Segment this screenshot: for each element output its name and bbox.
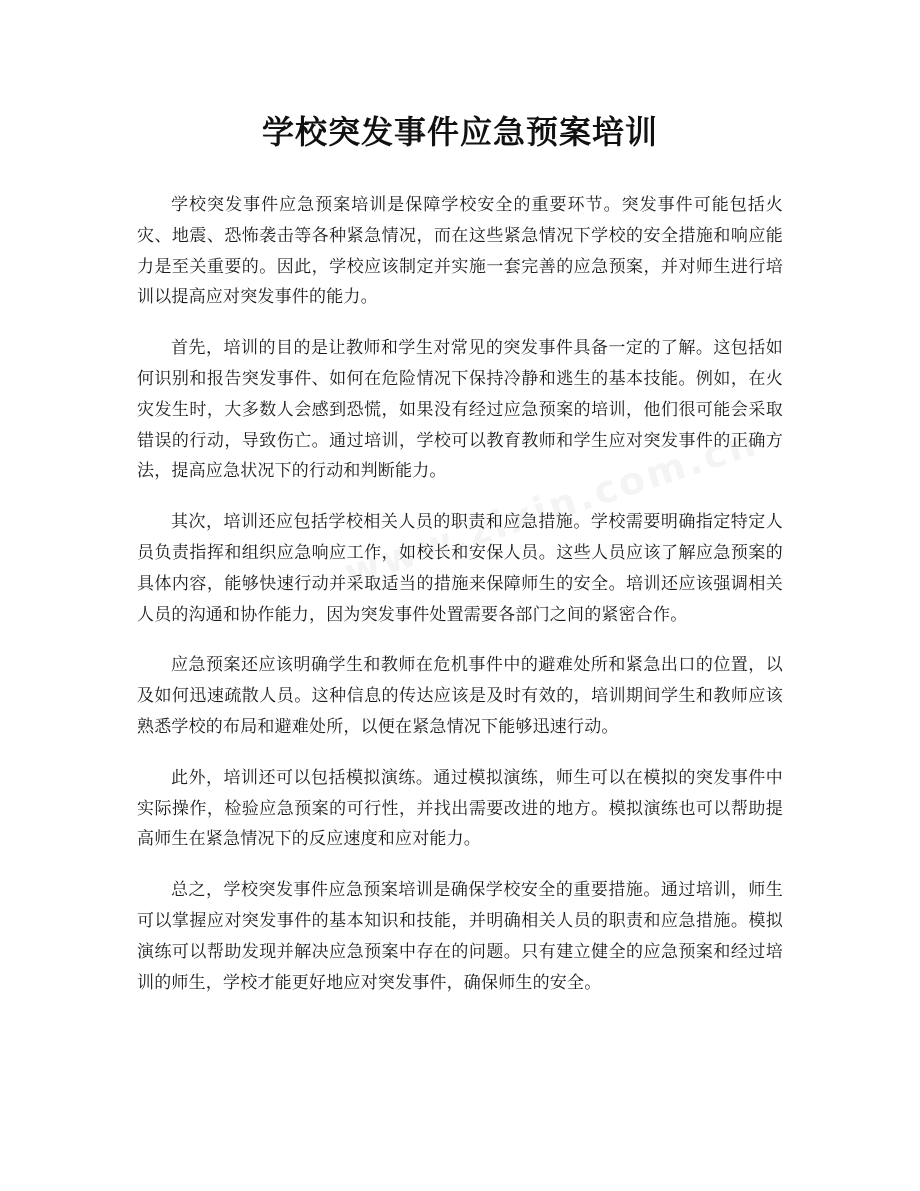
- paragraph-training-purpose: 首先，培训的目的是让教师和学生对常见的突发事件具备一定的了解。这包括如何识别和报告突发事件、如何在危险情况下保持冷静和逃生的基本技能。例如，在火灾发生时，大多数人会感到恐慌，如果没有经过应急预案的培训，他们很可能会采取错误的行动，导致伤亡。通过培训，学校可以教育教师和学生应对突发事件的正确方法，提高应急状况下的行动和判断能力。: [137, 338, 783, 482]
- paragraph-drills: 此外，培训还可以包括模拟演练。通过模拟演练，师生可以在模拟的突发事件中实际操作，检验应急预案的可行性，并找出需要改进的地方。模拟演练也可以帮助提高师生在紧急情况下的反应速度和应对能力。: [137, 767, 783, 850]
- paragraph-staff-duties: 其次，培训还应包括学校相关人员的职责和应急措施。学校需要明确指定特定人员负责指挥和组织应急响应工作，如校长和安保人员。这些人员应该了解应急预案的具体内容，能够快速行动并采取适当的措施来保障师生的安全。培训还应该强调相关人员的沟通和协作能力，因为突发事件处置需要各部门之间的紧密合作。: [137, 512, 783, 625]
- document-title: 学校突发事件应急预案培训: [261, 113, 658, 151]
- paragraph-evacuation: 应急预案还应该明确学生和教师在危机事件中的避难处所和紧急出口的位置，以及如何迅速疏散人员。这种信息的传达应该是及时有效的，培训期间学生和教师应该熟悉学校的布局和避难处所，以便在紧急情况下能够迅速行动。: [137, 655, 783, 737]
- paragraph-conclusion: 总之，学校突发事件应急预案培训是确保学校安全的重要措施。通过培训，师生可以掌握应对突发事件的基本知识和技能，并明确相关人员的职责和应急措施。模拟演练可以帮助发现并解决应急预案中存在的问题。只有建立健全的应急预案和经过培训的师生，学校才能更好地应对突发事件，确保师生的安全。: [137, 880, 783, 993]
- paragraph-intro: 学校突发事件应急预案培训是保障学校安全的重要环节。突发事件可能包括火灾、地震、恐怖袭击等各种紧急情况，而在这些紧急情况下学校的安全措施和响应能力是至关重要的。因此，学校应该制定并实施一套完善的应急预案，并对师生进行培训以提高应对突发事件的能力。: [137, 195, 783, 308]
